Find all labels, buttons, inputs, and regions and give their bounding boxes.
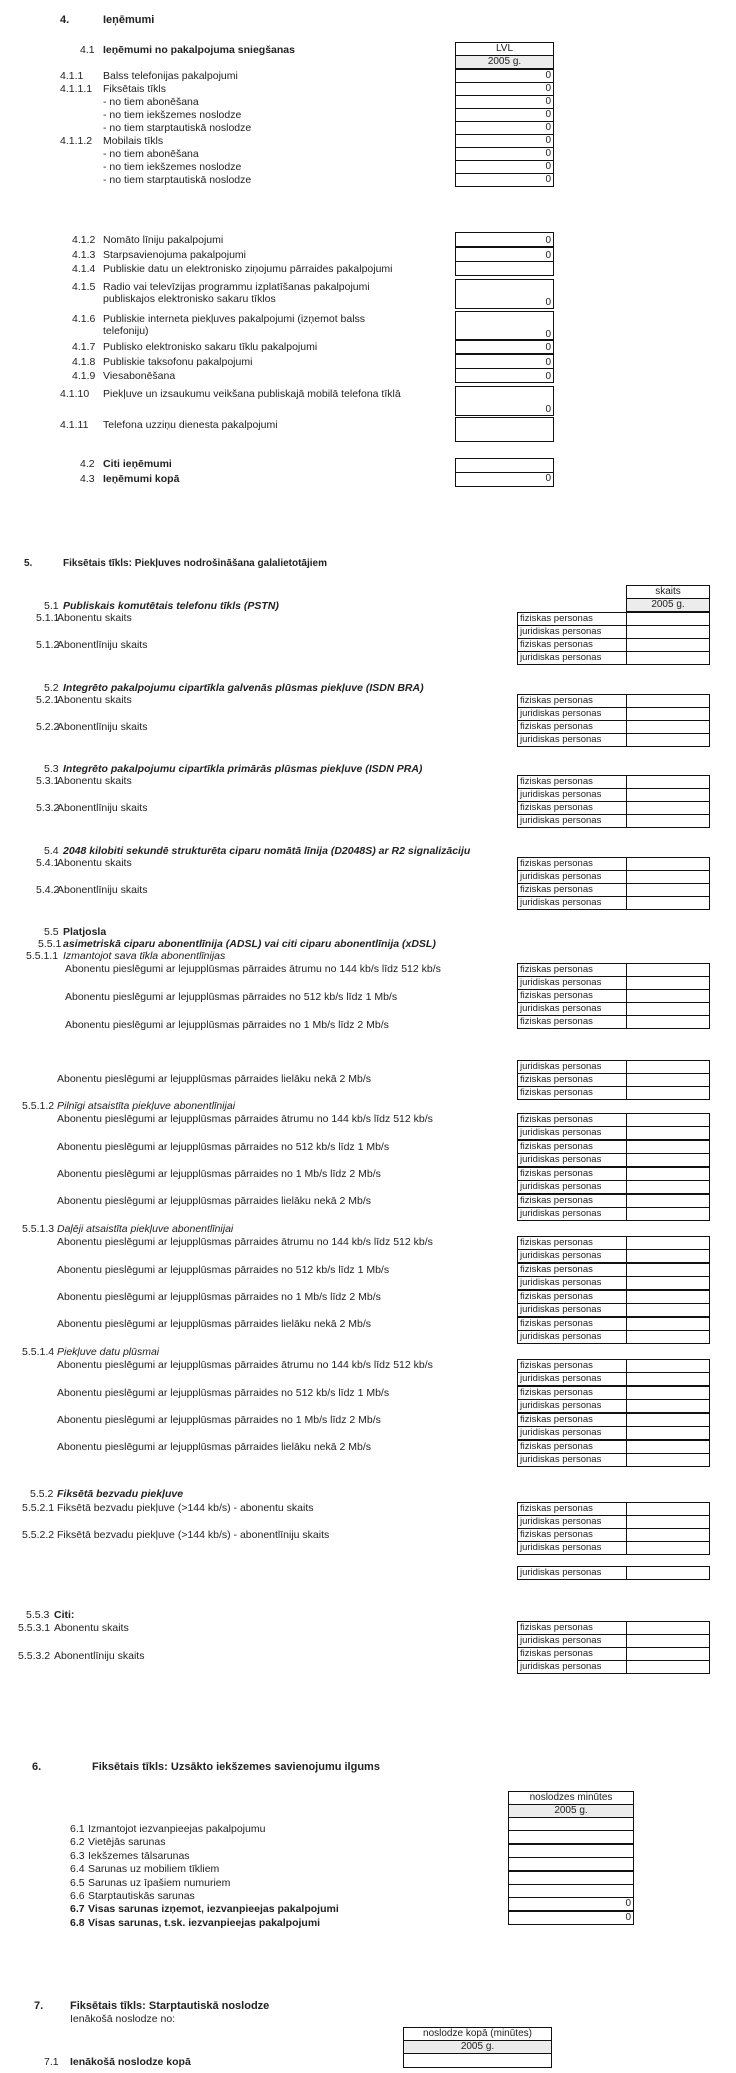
fiz-label: fiziskas personas bbox=[517, 1236, 627, 1250]
section-4-title: Ieņēmumi bbox=[103, 14, 155, 26]
row-label: Telefona uzziņu dienesta pakalpojumi bbox=[103, 419, 278, 431]
text: 5.5.3 bbox=[26, 1609, 50, 1621]
row-label: Nomāto līniju pakalpojumi bbox=[103, 234, 224, 246]
value-cell[interactable] bbox=[626, 1317, 710, 1331]
row-label: Radio vai televīzijas programmu izplatīšanas pakalpojumi bbox=[103, 281, 370, 293]
value-cell[interactable] bbox=[626, 1073, 710, 1087]
text: Platjosla bbox=[63, 926, 107, 938]
value-cell[interactable] bbox=[626, 775, 710, 789]
text: Fiksētā bezvadu piekļuve bbox=[57, 1488, 184, 1500]
row-label: - no tiem starptautiskā noslodze bbox=[103, 174, 252, 186]
row-number: 4.1.8 bbox=[72, 356, 96, 368]
fiz-label: fiziskas personas bbox=[517, 1647, 627, 1661]
row-value[interactable]: 0 bbox=[455, 69, 554, 83]
jur-label: juridiskas personas bbox=[517, 896, 627, 910]
row-value[interactable]: 0 bbox=[455, 95, 554, 109]
text: Abonentu pieslēgumi ar lejupplūsmas pārraides lielāku nekā 2 Mb/s bbox=[57, 1073, 372, 1085]
row-value[interactable] bbox=[508, 1844, 634, 1858]
row-label: Viesabonēšana bbox=[103, 370, 176, 382]
row-4-3-label: Ieņēmumi kopā bbox=[103, 473, 180, 485]
value-cell[interactable] bbox=[626, 1263, 710, 1277]
value-cell[interactable] bbox=[626, 801, 710, 815]
fiz-label: fiziskas personas bbox=[517, 989, 627, 1003]
value-cell[interactable] bbox=[626, 1236, 710, 1250]
row-value[interactable] bbox=[508, 1857, 634, 1871]
fiz-label: fiziskas personas bbox=[517, 1073, 627, 1087]
text: Abonentu pieslēgumi ar lejupplūsmas pārraides ātrumu no 144 kb/s līdz 512 kb/s bbox=[65, 963, 441, 975]
value-cell[interactable] bbox=[626, 707, 710, 721]
value-cell[interactable] bbox=[626, 1015, 710, 1029]
row-number: 4.1.9 bbox=[72, 370, 96, 382]
value-cell[interactable] bbox=[626, 1440, 710, 1454]
text: Abonentu skaits bbox=[57, 775, 132, 787]
value-cell[interactable] bbox=[626, 1276, 710, 1290]
row-label: Mobilais tīkls bbox=[103, 135, 164, 147]
text: Izmantojot sava tīkla abonentlīnijas bbox=[63, 950, 226, 962]
value-cell[interactable] bbox=[626, 720, 710, 734]
value-cell[interactable] bbox=[626, 814, 710, 828]
value-cell[interactable] bbox=[626, 1194, 710, 1208]
row-4-1-label: Ieņēmumi no pakalpojuma sniegšanas bbox=[103, 44, 295, 56]
section-7-title: Fiksētais tīkls: Starptautiskā noslodze bbox=[70, 2000, 270, 2012]
row-number: 4.1.7 bbox=[72, 341, 96, 353]
value-cell[interactable] bbox=[626, 870, 710, 884]
row-7-1-value[interactable] bbox=[403, 2053, 552, 2068]
fiz-label: fiziskas personas bbox=[517, 1113, 627, 1127]
text: Abonentlīniju skaits bbox=[57, 802, 148, 814]
value-cell[interactable] bbox=[626, 1126, 710, 1140]
jur-label: juridiskas personas bbox=[517, 1634, 627, 1648]
fiz-label: fiziskas personas bbox=[517, 694, 627, 708]
s5-year-header: 2005 g. bbox=[626, 598, 710, 612]
value-cell[interactable] bbox=[626, 1386, 710, 1400]
value-cell[interactable] bbox=[626, 1453, 710, 1467]
text: 5.4 bbox=[44, 845, 59, 857]
row-value[interactable]: 0 bbox=[508, 1911, 634, 1925]
fiz-label: fiziskas personas bbox=[517, 1386, 627, 1400]
value-cell[interactable] bbox=[626, 1528, 710, 1542]
row-number: 4.1.2 bbox=[72, 234, 96, 246]
value-cell[interactable] bbox=[626, 1566, 710, 1580]
text: Abonentu skaits bbox=[57, 857, 132, 869]
fiz-label: fiziskas personas bbox=[517, 1528, 627, 1542]
row-value[interactable] bbox=[508, 1884, 634, 1898]
fiz-label: fiziskas personas bbox=[517, 720, 627, 734]
text: Abonentu pieslēgumi ar lejupplūsmas pārraides lielāku nekā 2 Mb/s bbox=[57, 1195, 372, 1207]
text: Abonentu pieslēgumi ar lejupplūsmas pārraides no 1 Mb/s līdz 2 Mb/s bbox=[57, 1168, 381, 1180]
text: Integrēto pakalpojumu cipartīkla primārās plūsmas piekļuve (ISDN PRA) bbox=[63, 763, 423, 775]
value-cell[interactable] bbox=[626, 1413, 710, 1427]
row-number: 4.1.3 bbox=[72, 249, 96, 261]
value-cell[interactable] bbox=[626, 788, 710, 802]
value-cell[interactable] bbox=[626, 857, 710, 871]
value-cell[interactable] bbox=[626, 1502, 710, 1516]
text: 5.5.3.1 bbox=[18, 1622, 51, 1634]
value-cell[interactable] bbox=[626, 1002, 710, 1016]
value-cell[interactable] bbox=[626, 625, 710, 639]
text: Abonentu pieslēgumi ar lejupplūsmas pārraides no 512 kb/s līdz 1 Mb/s bbox=[57, 1387, 390, 1399]
text: Abonentu pieslēgumi ar lejupplūsmas pārraides ātrumu no 144 kb/s līdz 512 kb/s bbox=[57, 1359, 433, 1371]
row-value[interactable]: 0 bbox=[455, 368, 554, 383]
row-value[interactable] bbox=[508, 1830, 634, 1844]
row-label: - no tiem iekšzemes noslodze bbox=[103, 109, 242, 121]
value-cell[interactable] bbox=[626, 1113, 710, 1127]
row-value[interactable]: 0 bbox=[455, 173, 554, 187]
jur-label: juridiskas personas bbox=[517, 733, 627, 747]
row-label: Sarunas uz mobiliem tīkliem bbox=[88, 1863, 220, 1876]
text: Abonentu skaits bbox=[57, 612, 132, 624]
value-cell[interactable] bbox=[626, 1647, 710, 1661]
fiz-label: fiziskas personas bbox=[517, 775, 627, 789]
row-4-1-number: 4.1 bbox=[80, 44, 95, 56]
row-number: 6.5 bbox=[70, 1876, 85, 1889]
jur-label: juridiskas personas bbox=[517, 870, 627, 884]
row-label: Visas sarunas izņemot, iezvanpieejas pakalpojumi bbox=[88, 1903, 339, 1916]
row-label: Starptautiskās sarunas bbox=[88, 1890, 195, 1902]
fiz-label: fiziskas personas bbox=[517, 1290, 627, 1304]
row-number: 4.1.1.1 bbox=[60, 83, 93, 95]
text: 5.5.1 bbox=[38, 938, 62, 950]
text: 5.4.1 bbox=[36, 857, 60, 869]
row-4-2-label: Citi ieņēmumi bbox=[103, 458, 172, 470]
value-cell[interactable] bbox=[626, 1207, 710, 1221]
text: 2048 kilobiti sekundē strukturēta ciparu nomātā līnija (D2048S) ar R2 signalizāciju bbox=[63, 845, 471, 857]
text: 5.3 bbox=[44, 763, 59, 775]
value-cell[interactable] bbox=[626, 1303, 710, 1317]
jur-label: juridiskas personas bbox=[517, 1180, 627, 1194]
row-number: 4.1.6 bbox=[72, 313, 96, 325]
text: 5.2.1 bbox=[36, 694, 60, 706]
fiz-label: fiziskas personas bbox=[517, 1413, 627, 1427]
section-6-title: Fiksētais tīkls: Uzsākto iekšzemes savienojumu ilgums bbox=[92, 1761, 380, 1773]
row-7-1-label: Ienākošā noslodze kopā bbox=[70, 2056, 191, 2068]
text: 5.2.2 bbox=[36, 721, 60, 733]
row-7-1-number: 7.1 bbox=[44, 2056, 59, 2068]
fiz-label: fiziskas personas bbox=[517, 638, 627, 652]
row-value[interactable]: 0 bbox=[455, 339, 554, 354]
text: 5.5.2.1 bbox=[22, 1502, 55, 1514]
text: Abonentu pieslēgumi ar lejupplūsmas pārraides no 512 kb/s līdz 1 Mb/s bbox=[57, 1141, 390, 1153]
jur-label: juridiskas personas bbox=[517, 651, 627, 665]
text: 5.1.2 bbox=[36, 639, 60, 651]
value-cell[interactable] bbox=[626, 1426, 710, 1440]
fiz-label: fiziskas personas bbox=[517, 1140, 627, 1154]
row-label: Balss telefonijas pakalpojumi bbox=[103, 70, 238, 82]
row-number: 6.8 bbox=[70, 1916, 85, 1929]
row-value[interactable]: 0 bbox=[455, 108, 554, 122]
value-cell[interactable] bbox=[626, 733, 710, 747]
fiz-label: fiziskas personas bbox=[517, 1440, 627, 1454]
row-label: Fiksētais tīkls bbox=[103, 83, 167, 95]
row-number: 4.1.4 bbox=[72, 263, 96, 275]
fiz-label: fiziskas personas bbox=[517, 1086, 627, 1100]
row-value[interactable] bbox=[455, 417, 554, 442]
text: 5.2 bbox=[44, 682, 59, 694]
jur-label: juridiskas personas bbox=[517, 1002, 627, 1016]
row-label: Izmantojot iezvanpieejas pakalpojumu bbox=[88, 1823, 266, 1835]
text: Abonentlīniju skaits bbox=[54, 1650, 145, 1662]
row-label: Publiskie datu un elektronisko ziņojumu pārraides pakalpojumi bbox=[103, 263, 393, 275]
value-cell[interactable] bbox=[626, 896, 710, 910]
fiz-label: fiziskas personas bbox=[517, 1359, 627, 1373]
fiz-label: fiziskas personas bbox=[517, 883, 627, 897]
section-6-number: 6. bbox=[32, 1761, 42, 1773]
row-number: 6.6 bbox=[70, 1890, 85, 1902]
row-number: 6.7 bbox=[70, 1903, 85, 1916]
jur-label: juridiskas personas bbox=[517, 707, 627, 721]
value-cell[interactable] bbox=[626, 1140, 710, 1154]
value-cell[interactable] bbox=[626, 883, 710, 897]
row-value[interactable]: 0 bbox=[455, 121, 554, 135]
row-label: Publisko elektronisko sakaru tīklu pakalpojumi bbox=[103, 341, 318, 353]
row-label: Publiskie taksofonu pakalpojumi bbox=[103, 356, 253, 368]
fiz-label: fiziskas personas bbox=[517, 1621, 627, 1635]
value-cell[interactable] bbox=[626, 1167, 710, 1181]
fiz-label: fiziskas personas bbox=[517, 801, 627, 815]
row-value[interactable] bbox=[455, 261, 554, 276]
row-label: - no tiem abonēšana bbox=[103, 148, 199, 160]
text: 5.3.2 bbox=[36, 802, 60, 814]
fiz-label: fiziskas personas bbox=[517, 1317, 627, 1331]
jur-label: juridiskas personas bbox=[517, 1660, 627, 1674]
value-cell[interactable] bbox=[626, 1330, 710, 1344]
row-label: Starpsavienojuma pakalpojumi bbox=[103, 249, 246, 261]
text: Abonentu skaits bbox=[54, 1622, 129, 1634]
value-cell[interactable] bbox=[626, 1399, 710, 1413]
text: 5.5.1.2 bbox=[22, 1100, 55, 1112]
row-label: - no tiem abonēšana bbox=[103, 96, 199, 108]
text: 5.5.1.3 bbox=[22, 1223, 55, 1235]
text: Abonentu pieslēgumi ar lejupplūsmas pārraides ātrumu no 144 kb/s līdz 512 kb/s bbox=[57, 1113, 433, 1125]
jur-label: juridiskas personas bbox=[517, 1060, 627, 1074]
row-label: Sarunas uz īpašiem numuriem bbox=[88, 1876, 231, 1889]
text: Abonentu skaits bbox=[57, 694, 132, 706]
value-cell[interactable] bbox=[626, 1153, 710, 1167]
section-5-title: Fiksētais tīkls: Piekļuves nodrošināšana galalietotājiem bbox=[63, 558, 327, 569]
row-value[interactable]: 0 bbox=[455, 160, 554, 174]
section-7-number: 7. bbox=[34, 2000, 44, 2012]
jur-label: juridiskas personas bbox=[517, 1276, 627, 1290]
text: 5.5.3.2 bbox=[18, 1650, 51, 1662]
value-cell[interactable] bbox=[626, 1541, 710, 1555]
heading-number: 5.1 bbox=[44, 600, 59, 612]
text: Pilnīgi atsaistīta piekļuve abonentlīnijai bbox=[57, 1100, 236, 1112]
row-label: Publiskie interneta piekļuves pakalpojumi (izņemot balss bbox=[103, 313, 366, 325]
row-number: 4.1.10 bbox=[60, 388, 90, 400]
section-7-subtitle: Ienākošā noslodze no: bbox=[70, 2013, 176, 2025]
row-value[interactable]: 0 bbox=[455, 279, 554, 309]
row-number: 4.1.1 bbox=[60, 70, 84, 82]
heading-title: Publiskais komutētais telefonu tīkls (PSTN) bbox=[63, 600, 279, 612]
value-cell[interactable] bbox=[626, 1290, 710, 1304]
fiz-label: fiziskas personas bbox=[517, 1167, 627, 1181]
text: 5.5.2.2 bbox=[22, 1529, 55, 1541]
value-cell[interactable] bbox=[626, 638, 710, 652]
text: Integrēto pakalpojumu cipartīkla galvenās plūsmas piekļuve (ISDN BRA) bbox=[63, 682, 424, 694]
row-label: Vietējās sarunas bbox=[88, 1836, 166, 1849]
value-cell[interactable] bbox=[626, 1634, 710, 1648]
s6-unit-header: noslodzes minūtes bbox=[508, 1791, 634, 1805]
jur-label: juridiskas personas bbox=[517, 1399, 627, 1413]
jur-label: juridiskas personas bbox=[517, 788, 627, 802]
row-value[interactable] bbox=[508, 1817, 634, 1831]
value-cell[interactable] bbox=[626, 1660, 710, 1674]
s7-unit-header: noslodze kopā (minūtes) bbox=[403, 2027, 552, 2041]
row-4-3-value[interactable]: 0 bbox=[455, 472, 554, 487]
text: Piekļuve datu plūsmai bbox=[57, 1346, 160, 1358]
value-cell[interactable] bbox=[626, 1621, 710, 1635]
fiz-label: fiziskas personas bbox=[517, 612, 627, 626]
text: Abonentlīniju skaits bbox=[57, 884, 148, 896]
row-value[interactable]: 0 bbox=[455, 134, 554, 148]
value-cell[interactable] bbox=[626, 651, 710, 665]
text: Abonentu pieslēgumi ar lejupplūsmas pārraides no 1 Mb/s līdz 2 Mb/s bbox=[65, 1019, 389, 1031]
row-number: 6.1 bbox=[70, 1823, 85, 1835]
text: Abonentu pieslēgumi ar lejupplūsmas pārraides no 1 Mb/s līdz 2 Mb/s bbox=[57, 1414, 381, 1426]
fiz-label: fiziskas personas bbox=[517, 857, 627, 871]
value-cell[interactable] bbox=[626, 989, 710, 1003]
jur-label: juridiskas personas bbox=[517, 814, 627, 828]
row-number: 4.1.5 bbox=[72, 281, 96, 293]
jur-label: juridiskas personas bbox=[517, 1541, 627, 1555]
value-cell[interactable] bbox=[626, 1180, 710, 1194]
row-label: - no tiem starptautiskā noslodze bbox=[103, 122, 252, 134]
value-cell[interactable] bbox=[626, 1249, 710, 1263]
jur-label: juridiskas personas bbox=[517, 1566, 627, 1580]
text: asimetriskā ciparu abonentlīnija (ADSL) vai citi ciparu abonentlīnija (xDSL) bbox=[63, 938, 436, 950]
jur-label: juridiskas personas bbox=[517, 1426, 627, 1440]
row-value[interactable]: 0 bbox=[455, 386, 554, 416]
value-cell[interactable] bbox=[626, 1515, 710, 1529]
row-value[interactable]: 0 bbox=[455, 311, 554, 341]
text: 5.1.1 bbox=[36, 612, 60, 624]
year-header: 2005 g. bbox=[455, 55, 554, 69]
row-number: 4.1.1.2 bbox=[60, 135, 93, 147]
text: Abonentlīniju skaits bbox=[57, 639, 148, 651]
value-cell[interactable] bbox=[626, 1060, 710, 1074]
value-cell[interactable] bbox=[626, 976, 710, 990]
jur-label: juridiskas personas bbox=[517, 1372, 627, 1386]
text: Abonentlīniju skaits bbox=[57, 721, 148, 733]
row-4-3-number: 4.3 bbox=[80, 473, 95, 485]
row-number: 6.4 bbox=[70, 1863, 85, 1876]
jur-label: juridiskas personas bbox=[517, 976, 627, 990]
row-label: - no tiem iekšzemes noslodze bbox=[103, 161, 242, 173]
text: Fiksētā bezvadu piekļuve (>144 kb/s) - abonentu skaits bbox=[57, 1502, 314, 1514]
fiz-label: fiziskas personas bbox=[517, 1502, 627, 1516]
s5-unit-header: skaits bbox=[626, 585, 710, 599]
value-cell[interactable] bbox=[626, 1359, 710, 1373]
currency-header: LVL bbox=[455, 42, 554, 56]
text: 5.3.1 bbox=[36, 775, 60, 787]
jur-label: juridiskas personas bbox=[517, 1330, 627, 1344]
text: 5.5.1.4 bbox=[22, 1346, 55, 1358]
row-label-line2: telefoniju) bbox=[103, 325, 149, 337]
row-value[interactable]: 0 bbox=[508, 1897, 634, 1911]
row-4-2-value[interactable] bbox=[455, 458, 554, 473]
row-label: Iekšzemes tālsarunas bbox=[88, 1849, 190, 1862]
row-4-2-number: 4.2 bbox=[80, 458, 95, 470]
row-value[interactable]: 0 bbox=[455, 147, 554, 161]
text: Fiksētā bezvadu piekļuve (>144 kb/s) - abonentlīniju skaits bbox=[57, 1529, 330, 1541]
text: 5.4.2 bbox=[36, 884, 60, 896]
row-value[interactable]: 0 bbox=[455, 247, 554, 262]
s7-year-header: 2005 g. bbox=[403, 2040, 552, 2054]
jur-label: juridiskas personas bbox=[517, 625, 627, 639]
value-cell[interactable] bbox=[626, 612, 710, 626]
row-value[interactable]: 0 bbox=[455, 82, 554, 96]
row-number: 6.2 bbox=[70, 1836, 85, 1849]
section-5-number: 5. bbox=[24, 558, 33, 569]
row-label-line2: publiskajos elektronisko sakaru tīklos bbox=[103, 293, 276, 305]
jur-label: juridiskas personas bbox=[517, 1207, 627, 1221]
text: 5.5.1.1 bbox=[26, 950, 59, 962]
s6-year-header: 2005 g. bbox=[508, 1804, 634, 1818]
text: 5.5 bbox=[44, 926, 59, 938]
row-value[interactable] bbox=[508, 1871, 634, 1885]
row-value[interactable]: 0 bbox=[455, 354, 554, 369]
value-cell[interactable] bbox=[626, 1086, 710, 1100]
text: Daļēji atsaistīta piekļuve abonentlīnijai bbox=[57, 1223, 234, 1235]
text: Abonentu pieslēgumi ar lejupplūsmas pārraides ātrumu no 144 kb/s līdz 512 kb/s bbox=[57, 1236, 433, 1248]
text: Abonentu pieslēgumi ar lejupplūsmas pārraides lielāku nekā 2 Mb/s bbox=[57, 1441, 372, 1453]
row-value[interactable]: 0 bbox=[455, 232, 554, 247]
jur-label: juridiskas personas bbox=[517, 1153, 627, 1167]
text: Abonentu pieslēgumi ar lejupplūsmas pārraides no 512 kb/s līdz 1 Mb/s bbox=[65, 991, 398, 1003]
jur-label: juridiskas personas bbox=[517, 1453, 627, 1467]
section-4-number: 4. bbox=[60, 14, 70, 26]
text: Citi: bbox=[54, 1609, 75, 1621]
value-cell[interactable] bbox=[626, 1372, 710, 1386]
value-cell[interactable] bbox=[626, 963, 710, 977]
fiz-label: fiziskas personas bbox=[517, 1263, 627, 1277]
row-label: Visas sarunas, t.sk. iezvanpieejas pakalpojumi bbox=[88, 1916, 321, 1929]
row-label: Piekļuve un izsaukumu veikšana publiskajā mobilā telefona tīklā bbox=[103, 388, 401, 400]
jur-label: juridiskas personas bbox=[517, 1515, 627, 1529]
fiz-label: fiziskas personas bbox=[517, 1194, 627, 1208]
row-number: 6.3 bbox=[70, 1849, 85, 1862]
text: 5.5.2 bbox=[30, 1488, 54, 1500]
jur-label: juridiskas personas bbox=[517, 1303, 627, 1317]
text: Abonentu pieslēgumi ar lejupplūsmas pārraides no 512 kb/s līdz 1 Mb/s bbox=[57, 1264, 390, 1276]
row-number: 4.1.11 bbox=[60, 419, 89, 431]
jur-label: juridiskas personas bbox=[517, 1126, 627, 1140]
fiz-label: fiziskas personas bbox=[517, 963, 627, 977]
value-cell[interactable] bbox=[626, 694, 710, 708]
fiz-label: fiziskas personas bbox=[517, 1015, 627, 1029]
text: Abonentu pieslēgumi ar lejupplūsmas pārraides lielāku nekā 2 Mb/s bbox=[57, 1318, 372, 1330]
text: Abonentu pieslēgumi ar lejupplūsmas pārraides no 1 Mb/s līdz 2 Mb/s bbox=[57, 1291, 381, 1303]
jur-label: juridiskas personas bbox=[517, 1249, 627, 1263]
